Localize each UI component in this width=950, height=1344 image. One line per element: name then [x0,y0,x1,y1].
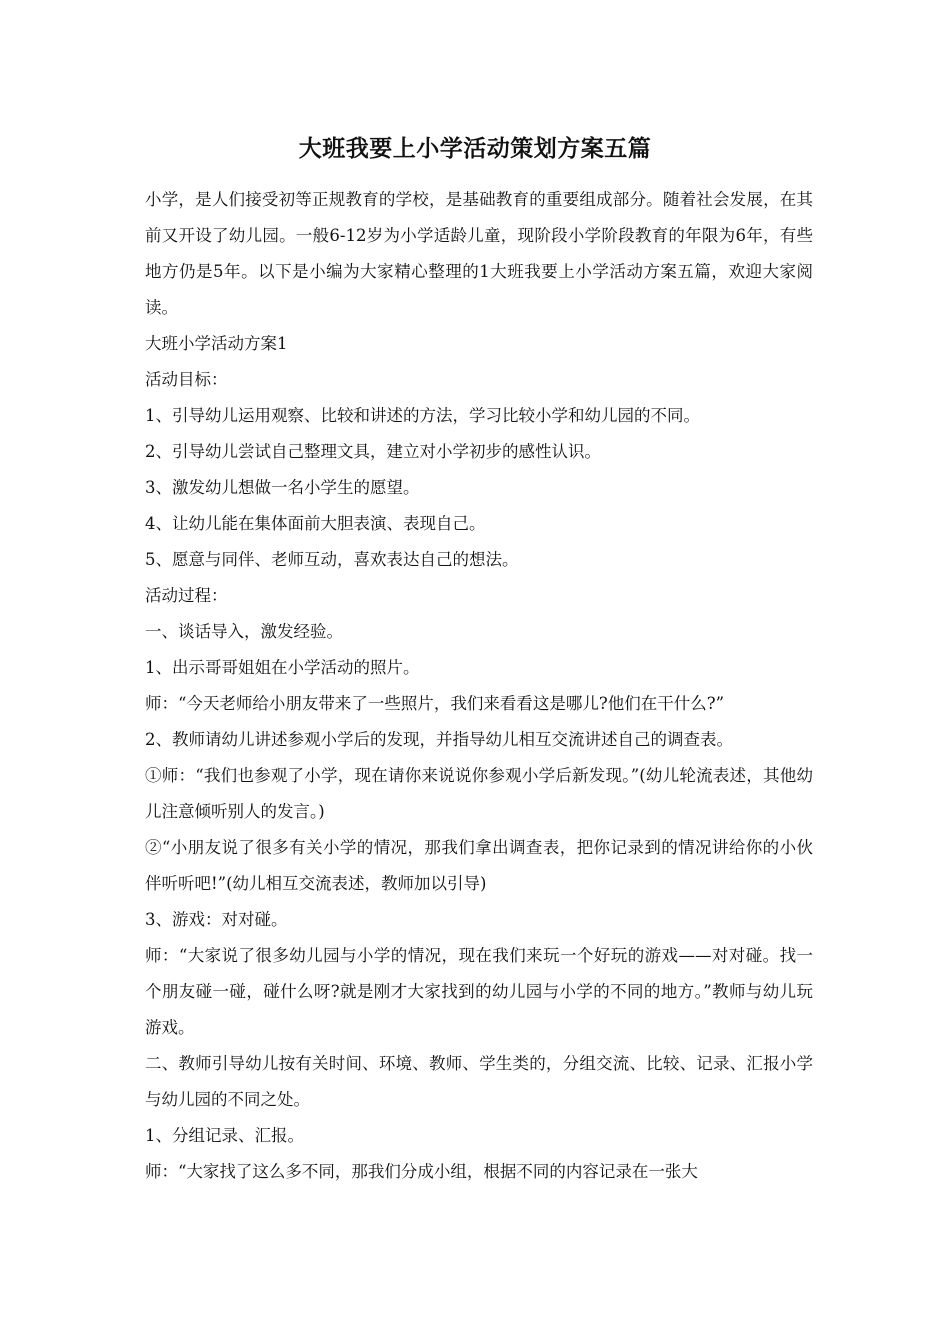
goal-item: 5、愿意与同伴、老师互动，喜欢表达自己的想法。 [145,550,519,569]
process-step: 一、谈话导入，激发经验。 [145,622,343,641]
section-heading: 大班小学活动方案1 [145,334,288,353]
teacher-dialogue: 师：“今天老师给小朋友带来了一些照片，我们来看看这是哪儿?他们在干什么?” [145,694,725,713]
subheading-process: 活动过程： [145,586,228,605]
teacher-dialogue: 师：“大家找了这么多不同，那我们分成小组，根据不同的内容记录在一张大 [145,1162,698,1181]
goal-item: 4、让幼儿能在集体面前大胆表演、表现自己。 [145,514,486,533]
document-title: 大班我要上小学活动策划方案五篇 [298,136,652,162]
teacher-dialogue: 师：“大家说了很多幼儿园与小学的情况，现在我们来玩一个好玩的游戏——对对碰。找一个朋友碰一碰，碰什么呀?就是刚才大家找到的幼儿园与小学的不同的地方。”教师与幼儿玩游戏。 [145,946,813,1037]
goal-item: 3、激发幼儿想做一名小学生的愿望。 [145,478,420,497]
document-body [145,182,813,1190]
process-step: 3、游戏：对对碰。 [145,910,288,929]
process-step: 1、出示哥哥姐姐在小学活动的照片。 [145,658,420,677]
process-step: 2、教师请幼儿讲述参观小学后的发现，并指导幼儿相互交流讲述自己的调查表。 [145,730,733,749]
goal-item: 1、引导幼儿运用观察、比较和讲述的方法，学习比较小学和幼儿园的不同。 [145,406,700,425]
subheading-goals: 活动目标： [145,370,228,389]
goal-item: 2、引导幼儿尝试自己整理文具，建立对小学初步的感性认识。 [145,442,601,461]
paragraph-intro: 小学，是人们接受初等正规教育的学校，是基础教育的重要组成部分。随着社会发展，在其前又开设了幼儿园。一般6-12岁为小学适龄儿童，现阶段小学阶段教育的年限为6年，有些地方仍是5年。以下是小编为大家精心整理的1大班我要上小学活动方案五篇，欢迎大家阅读。 [145,190,813,317]
process-step: 二、教师引导幼儿按有关时间、环境、教师、学生类的，分组交流、比较、记录、汇报小学与幼儿园的不同之处。 [145,1054,813,1109]
teacher-dialogue: ②“小朋友说了很多有关小学的情况，那我们拿出调查表，把你记录到的情况讲给你的小伙伴听听吧!”(幼儿相互交流表述，教师加以引导) [145,838,813,893]
process-step: 1、分组记录、汇报。 [145,1126,304,1145]
teacher-dialogue: ①师：“我们也参观了小学，现在请你来说说你参观小学后新发现。”(幼儿轮流表述，其他幼儿注意倾听别人的发言。) [145,766,813,821]
